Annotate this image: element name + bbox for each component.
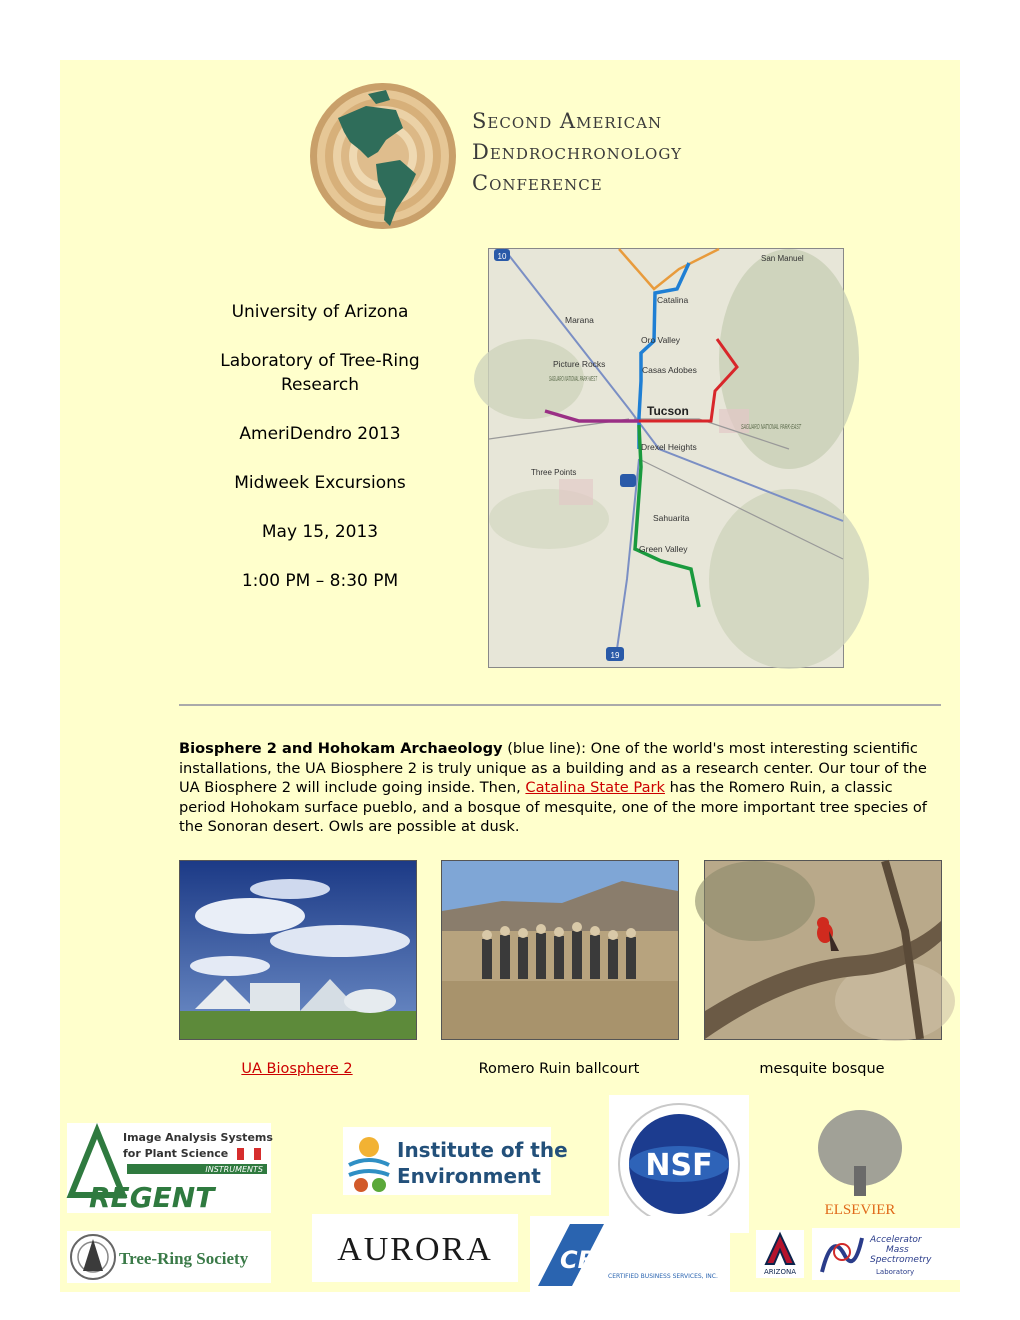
map-label-picture-rocks: Picture Rocks bbox=[553, 359, 606, 369]
aurora-text: AURORA bbox=[337, 1231, 493, 1268]
ioe-line2: Environment bbox=[397, 1164, 541, 1188]
catalina-state-park-link[interactable]: Catalina State Park bbox=[525, 779, 665, 796]
regent-line2: for Plant Science bbox=[123, 1147, 229, 1160]
conference-title bbox=[472, 106, 732, 199]
conference-name: AmeriDendro 2013 bbox=[239, 424, 401, 444]
i10-label: 10 bbox=[497, 252, 507, 261]
nsf-logo bbox=[609, 1095, 749, 1233]
nsf-text: NSF bbox=[645, 1148, 713, 1183]
lab-name: Laboratory of Tree-Ring Research bbox=[220, 351, 420, 395]
event-date: May 15, 2013 bbox=[261, 522, 379, 542]
tree-ring-society-text: Tree-Ring Society bbox=[119, 1249, 249, 1268]
regent-instruments: INSTRUMENTS bbox=[205, 1165, 263, 1174]
biosphere-photo bbox=[179, 860, 417, 1040]
map-label-saguaro-west: SAGUARO NATIONAL PARK-WEST bbox=[549, 374, 598, 383]
event-title: Midweek Excursions bbox=[234, 473, 406, 493]
excursion-text-part1: : One of the world's most interesting scientific installations, the UA Biosphere 2 is truly unique as a building and as a research center. Our tour of the UA Biosphere 2 will include going inside. Then, bbox=[179, 740, 927, 796]
conference-title-line2: Dendrochronology bbox=[472, 140, 682, 164]
tree-ring-globe-icon bbox=[308, 80, 458, 232]
cbs-logo bbox=[530, 1216, 730, 1294]
elsevier-text: ELSEVIER bbox=[824, 1202, 896, 1218]
map-label-marana: Marana bbox=[565, 315, 594, 325]
university-name: University of Arizona bbox=[231, 302, 409, 322]
university-of-arizona-logo bbox=[756, 1230, 804, 1278]
map-label-saguaro-east: SAGUARO NATIONAL PARK-EAST bbox=[741, 422, 802, 431]
excursion-route-map bbox=[488, 248, 844, 668]
conference-logo bbox=[308, 80, 458, 232]
excursion-line-note: (blue line) bbox=[507, 740, 582, 757]
ams-line4: Laboratory bbox=[876, 1268, 915, 1276]
romero-ruin-photo bbox=[441, 860, 679, 1040]
map-label-oro-valley: Oro Valley bbox=[641, 335, 681, 345]
event-time: 1:00 PM – 8:30 PM bbox=[241, 571, 399, 591]
conference-title-line1: Second American bbox=[472, 109, 663, 133]
ioe-line1: Institute of the bbox=[397, 1138, 568, 1162]
map-label-san-manuel: San Manuel bbox=[761, 254, 804, 263]
map-label-green-valley: Green Valley bbox=[639, 544, 688, 554]
excursion-description bbox=[179, 739, 939, 837]
caption-romero-ruin: Romero Ruin ballcourt bbox=[478, 1061, 640, 1077]
cbs-text: CBS bbox=[560, 1246, 614, 1274]
ams-line3: Spectrometry bbox=[870, 1255, 932, 1265]
i10-shield-icon bbox=[494, 249, 510, 261]
caption-mesquite: mesquite bosque bbox=[759, 1061, 885, 1077]
map-label-sahuarita: Sahuarita bbox=[653, 513, 690, 523]
map-label-three-points: Three Points bbox=[531, 468, 577, 477]
mesquite-bosque-photo bbox=[704, 860, 942, 1040]
map-label-drexel-heights: Drexel Heights bbox=[641, 442, 697, 452]
caption-biosphere bbox=[179, 1061, 415, 1077]
event-info bbox=[180, 300, 460, 618]
i19-label: 19 bbox=[610, 651, 620, 660]
arizona-text: ARIZONA bbox=[763, 1268, 797, 1276]
section-divider bbox=[179, 704, 941, 706]
ams-line2: Mass bbox=[886, 1245, 909, 1255]
regent-logo bbox=[67, 1123, 271, 1213]
i19-shield-icon bbox=[606, 647, 624, 661]
cbs-full-name: CERTIFIED BUSINESS SERVICES, INC. bbox=[608, 1273, 718, 1280]
ams-laboratory-logo bbox=[812, 1228, 960, 1280]
regent-name: REGENT bbox=[89, 1181, 215, 1214]
regent-line1: Image Analysis Systems bbox=[123, 1131, 273, 1144]
conference-title-line3: Conference bbox=[472, 171, 603, 195]
i10-shield-south-icon bbox=[620, 474, 636, 487]
biosphere-link[interactable]: UA Biosphere 2 bbox=[241, 1061, 353, 1077]
tree-ring-society-logo bbox=[67, 1231, 271, 1283]
elsevier-logo bbox=[806, 1106, 914, 1222]
aurora-logo bbox=[312, 1214, 518, 1282]
map-label-tucson: Tucson bbox=[647, 404, 689, 418]
institute-environment-logo bbox=[343, 1127, 568, 1195]
ams-line1: Accelerator bbox=[870, 1235, 922, 1245]
map-label-catalina: Catalina bbox=[657, 295, 689, 305]
excursion-title: Biosphere 2 and Hohokam Archaeology bbox=[179, 740, 503, 757]
excursion-text-part2: has the Romero Ruin, a classic period Hohokam surface pueblo, and a bosque of mesquite, one of the more important tree species of the Sonoran desert. Owls are possible at dusk. bbox=[179, 779, 927, 835]
map-label-casas-adobes: Casas Adobes bbox=[642, 365, 697, 375]
